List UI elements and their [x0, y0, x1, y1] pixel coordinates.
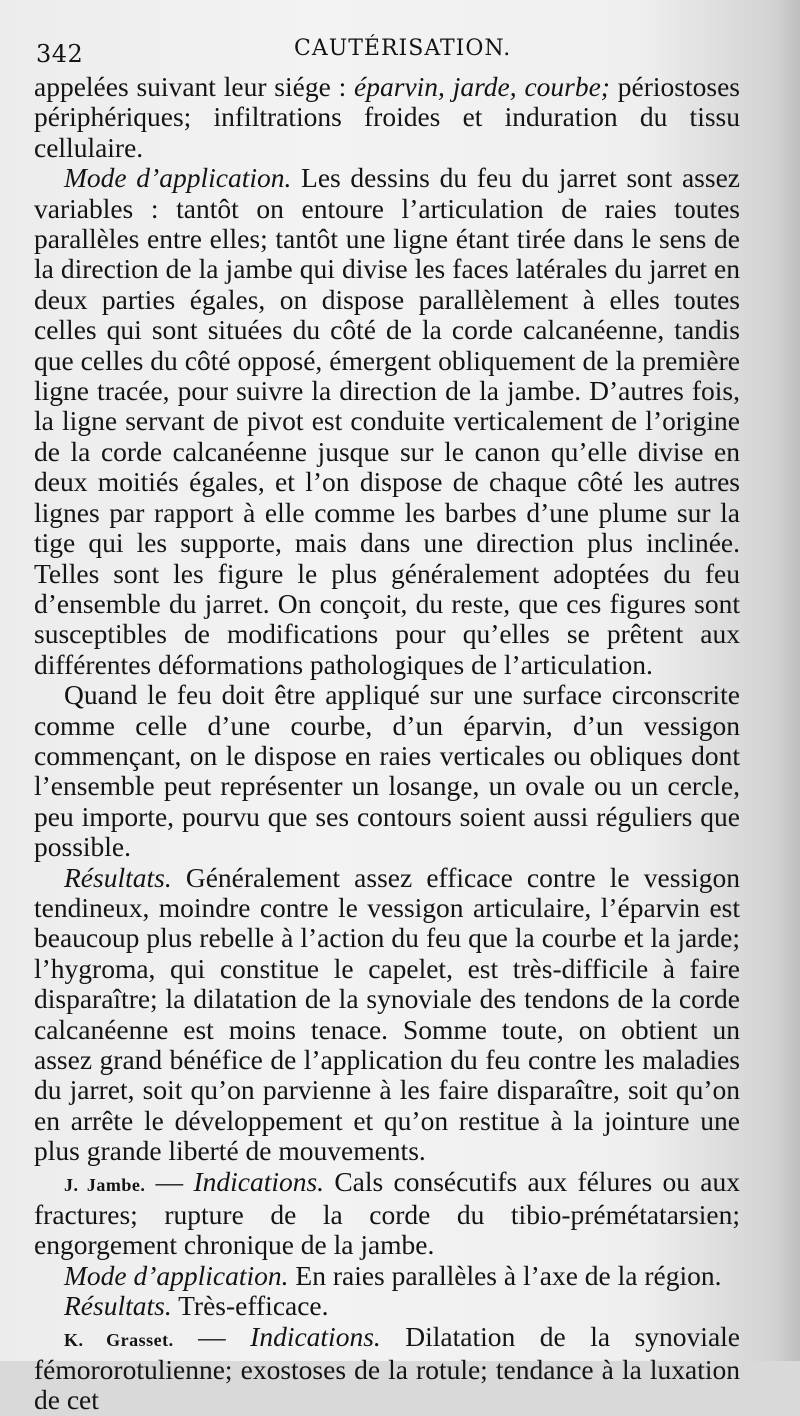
- paragraph-text: Très-efficace.: [171, 1290, 329, 1322]
- subheading-resultats: Résultats.: [64, 861, 172, 893]
- paragraph-resultats-jarret: [34, 863, 740, 1167]
- subheading-indications: Indications.: [193, 1165, 325, 1197]
- section-grasset: [34, 1322, 740, 1416]
- subheading-resultats: Résultats.: [64, 1290, 172, 1322]
- paragraph-surface-circonscrite: [34, 680, 740, 862]
- paragraph-mode-application-jarret: [34, 163, 740, 680]
- running-title: CAUTÉRISATION.: [294, 36, 512, 61]
- paragraph-text: En raies parallèles à l’axe de la région.: [288, 1259, 722, 1291]
- p1-pre-text: appelées suivant leur siége :: [34, 71, 355, 102]
- dash: —: [173, 1320, 251, 1352]
- page-header: [36, 34, 736, 68]
- section-marker-jambe: J. Jambe.: [64, 1174, 146, 1195]
- subheading-mode-application: Mode d’application.: [64, 162, 292, 194]
- p1-post-text: périostoses périphériques; infiltrations froides et induration du tissu cellulaire.: [34, 71, 740, 163]
- section-jambe: [34, 1167, 740, 1261]
- paragraph-text: Dilatation de la synoviale fémororotulienne; exostoses de la rotule; tendance à la luxation de cet: [34, 1320, 741, 1416]
- subheading-indications: Indications.: [250, 1320, 381, 1352]
- paragraph-text: Les dessins du feu du jarret sont assez variables : tantôt on entoure l’articulation de raies toutes parallèles entre elles; tantôt une ligne étant tirée dans le sens de la direction de la jambe qui divise les faces latérales du jarret en deux parties égales, on dispose parallèlement à elles toutes celles qui sont situées du côté de la corde calcanéenne, tandis que celles du côté opposé, émergent obliquement de la première ligne tracée, pour suivre la direction de la jambe. D’autres fois, la ligne servant de pivot est conduite verticalement de l’origine de la corde calcanéenne jusque sur le canon qu’elle divise en deux moitiés égales, et l’on dispose de chaque côté les autres lignes par rapport à elle comme les barbes d’une plume sur la tige qui les supporte, mais dans une direction plus inclinée. Telles sont les figure le plus généralement adoptées du feu d’ensemble du jarret. On conçoit, du reste, que ces figures sont susceptibles de modifications pour qu’elles se prêtent aux différentes déformations pathologiques de l’articulation.: [34, 162, 740, 680]
- page-number: 342: [36, 40, 84, 68]
- body-text: [34, 72, 740, 1416]
- paragraph-resultats-jambe: [34, 1291, 740, 1321]
- paragraph-text: Quand le feu doit être appliqué sur une surface circonscrite comme celle d’une courbe, d’un éparvin, d’un vessigon commençant, on le dispose en raies verticales ou obliques dont l’ensemble peut représenter un losange, un ovale ou un cercle, peu importe, pourvu que ses contours soient aussi réguliers que possible.: [34, 679, 740, 863]
- paragraph-mode-application-jambe: [34, 1261, 740, 1291]
- paragraph-continuation: [34, 72, 740, 163]
- p1-italic-terms: éparvin, jarde, courbe;: [354, 71, 610, 102]
- dash: —: [145, 1165, 194, 1197]
- subheading-mode-application: Mode d’application.: [64, 1259, 289, 1291]
- paragraph-text: Généralement assez efficace contre le vessigon tendineux, moindre contre le vessigon articulaire, l’éparvin est beaucoup plus rebelle à l’action du feu que la courbe et la jarde; l’hygroma, qui constitue le capelet, est très-difficile à faire disparaître; la dilatation de la synoviale des tendons de la corde calcanéenne est moins tenace. Somme toute, on obtient un assez grand bénéfice de l’application du feu contre les maladies du jarret, soit qu’on parvienne à les faire disparaître, soit qu’on en arrête le développement et qu’on restitue à la jointure une plus grande liberté de mouvements.: [34, 861, 740, 1167]
- paragraph-text: Cals consécutifs aux félures ou aux fractures; rupture de la corde du tibio-prémétatarsien; engorgement chronique de la jambe.: [34, 1165, 740, 1261]
- section-marker-grasset: K. Grasset.: [64, 1329, 174, 1350]
